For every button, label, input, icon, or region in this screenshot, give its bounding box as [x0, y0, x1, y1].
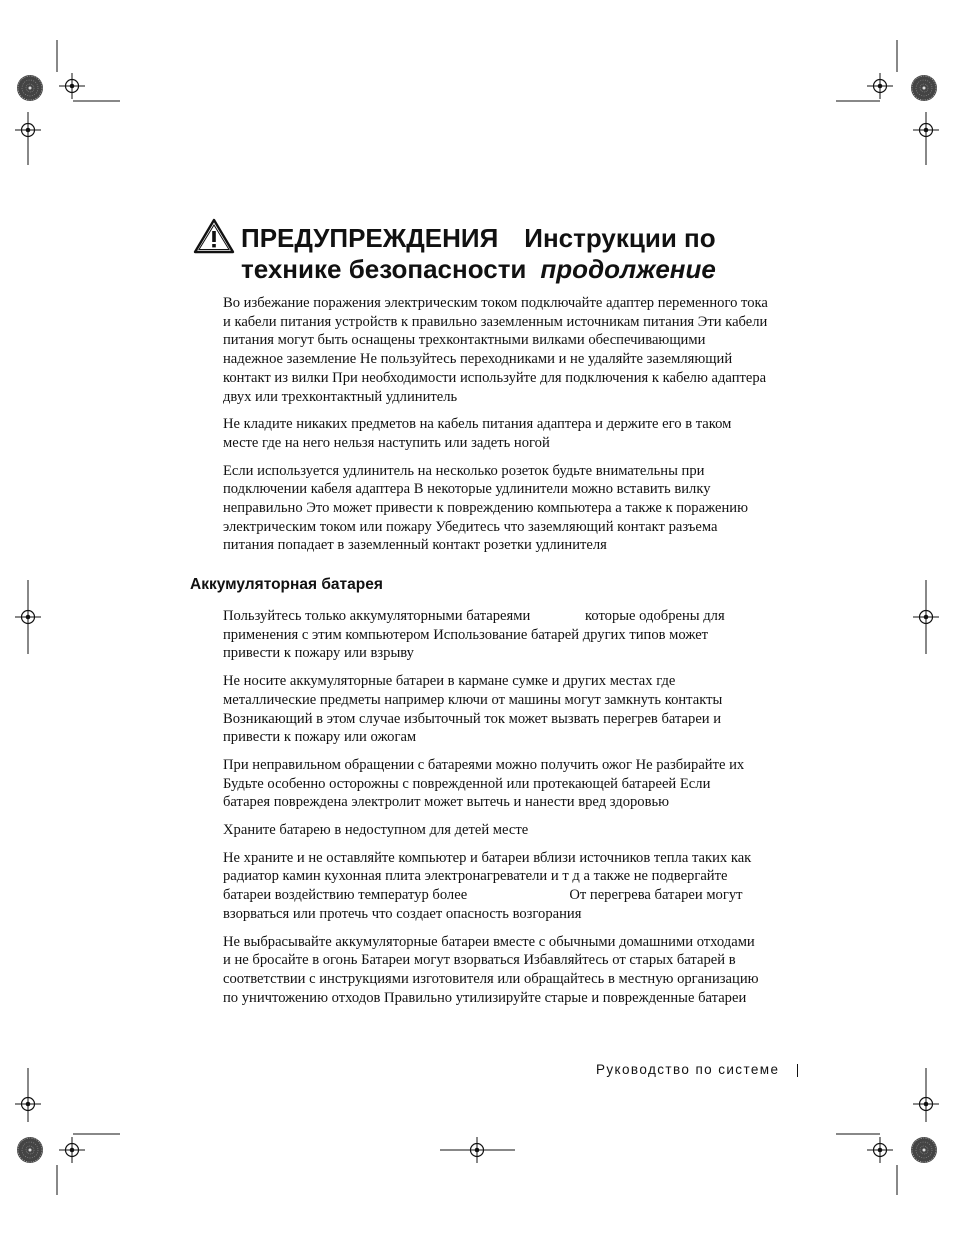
power-paragraph-3: Если используется удлинитель на несколько розеток будьте внимательны при подключении кабеля адаптера В некоторые удлинители можно вставить вилку неправильно Это может привести к повреждению компьютера а также к поражению электрическим током или пожару Убедитесь что заземляющий контакт разъема питания попадает в заземленный контакт розетки удлинителя — [223, 462, 748, 554]
battery-paragraph-2: Не носите аккумуляторные батареи в кармане сумке и других местах где металлические предметы например ключи от машины могут замкнуть контакты Возникающий в этом случае избыточный ток может вызвать перегрев батареи и привести к пожару или ожогам — [223, 673, 723, 746]
battery-section-title: Аккумуляторная батарея — [190, 576, 383, 593]
registration-star-icon — [911, 75, 937, 101]
power-paragraph-1: Во избежание поражения электрическим током подключайте адаптер переменного тока и кабели питания устройств к правильно заземленным источникам питания Эти кабели питания могут быть оснащены трехконтактными вилками обеспечивающими надежное заземление Не пользуйтесь переходниками и не удаляйте заземляющий контакт из вилки При необходимости используйте для подключения к кабелю адаптера двух или трехконтактный удлинитель — [223, 295, 768, 405]
power-paragraph-2: Не кладите никаких предметов на кабель питания адаптера и держите его в таком месте где на него нельзя наступить или задеть ногой — [223, 416, 732, 451]
registration-star-icon — [17, 75, 43, 101]
battery-paragraph-4: Храните батарею в недоступном для детей месте — [223, 822, 529, 839]
registration-mark-icon — [867, 1137, 893, 1163]
warning-label: ПРЕДУПРЕЖДЕНИЯ — [241, 223, 499, 253]
registration-mark-icon — [59, 73, 85, 99]
warning-triangle-icon — [193, 218, 235, 254]
page-footer: Руководство по системе — [596, 1062, 780, 1077]
registration-star-icon — [911, 1137, 937, 1163]
battery-paragraph-6: Не выбрасывайте аккумуляторные батареи вместе с обычными домашними отходами и не бросайте в огонь Батареи могут взорваться Избавляйтесь от старых батарей в соответствии с инструкциями изготовителя или обращайтесь в местную организацию по уничтожению отходов Правильно утилизируйте старые и поврежденные батареи — [223, 933, 759, 1006]
battery-paragraph-3: При неправильном обращении с батареями можно получить ожог Не разбирайте их Будьте особенно осторожны с поврежденной или протекающей батареей Если батарея повреждена электролит может вытечь и нанести вред здоровью — [223, 756, 745, 811]
registration-mark-icon — [867, 73, 893, 99]
battery-paragraph-1: Пользуйтесь только аккумуляторными батареями которые одобрены для применения с этим компьютером Использование батарей других типов может привести к пожару или взрыву — [223, 608, 725, 662]
heading-title-part2: технике безопасности — [241, 254, 527, 284]
power-section — [223, 294, 805, 564]
registration-star-icon — [17, 1137, 43, 1163]
heading-line-2 — [241, 254, 716, 285]
battery-section — [223, 607, 805, 1016]
battery-paragraph-5: Не храните и не оставляйте компьютер и батареи вблизи источников тепла таких как радиатор камин кухонная плита электронагреватели и т д а также не подвергайте батареи воздействию температур более От перегрева батареи могут взорваться или протечь что создает опасность возгорания — [223, 849, 752, 922]
heading-line-1 — [241, 223, 716, 254]
heading-continued: продолжение — [540, 254, 716, 284]
heading-title-part1: Инструкции по — [524, 223, 716, 253]
registration-mark-icon — [59, 1137, 85, 1163]
footer-divider — [797, 1064, 798, 1077]
